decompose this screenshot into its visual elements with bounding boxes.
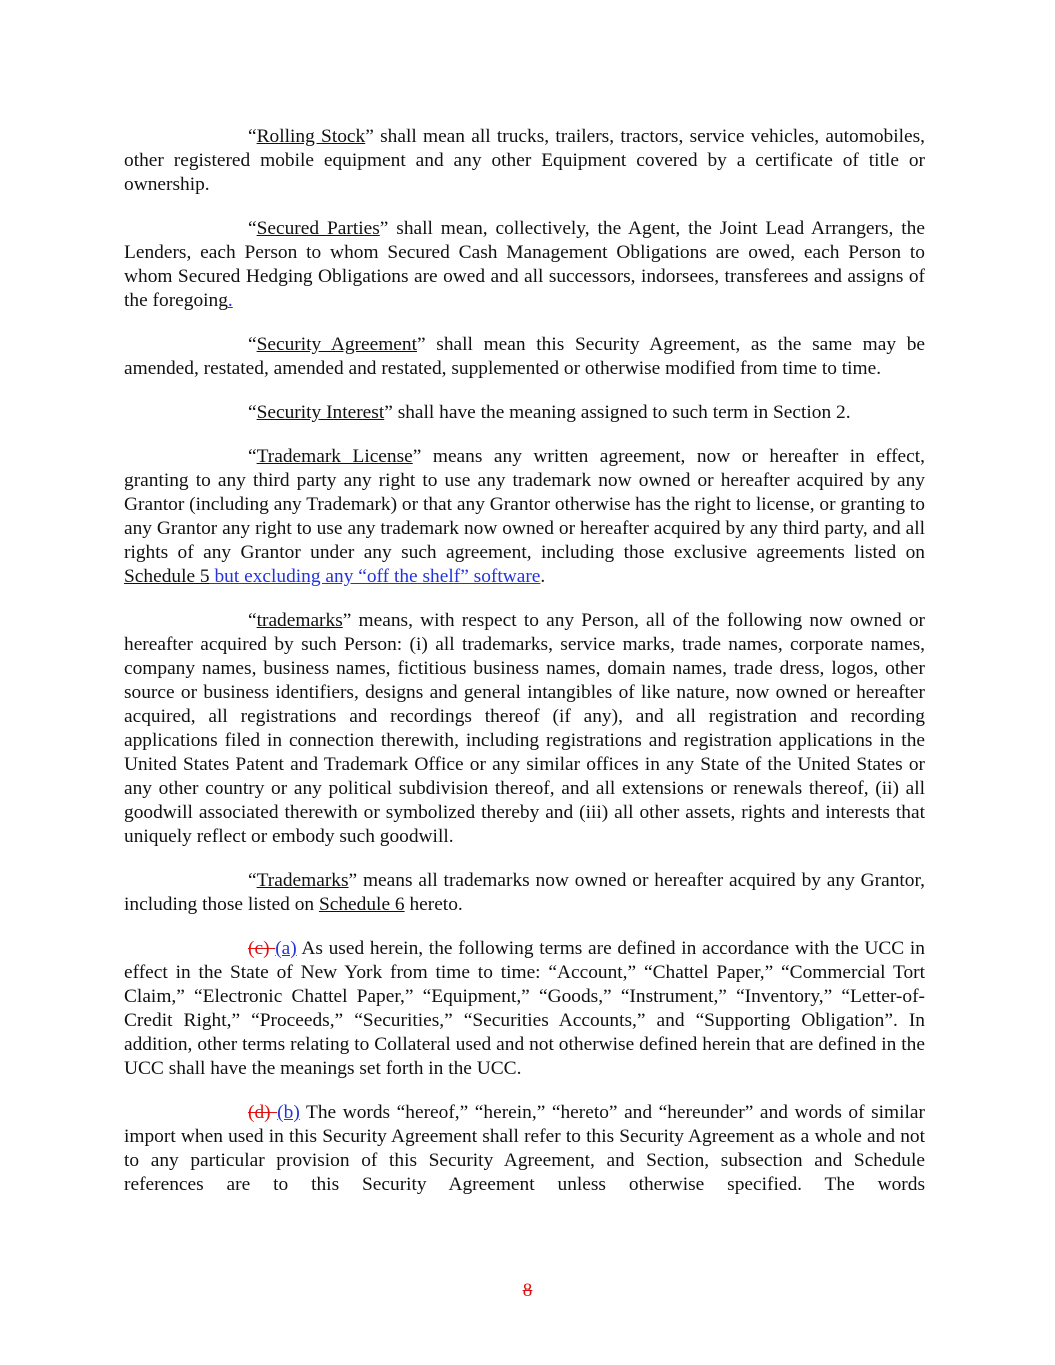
text-run: ” means, with respect to any Person, all of the following now owned or hereafter acquired by such Person: (i) all trademarks, service marks, trade names, corporate names, company names, business names, fictitious business names, domain names, trade dress, logos, other source or business identifiers, designs and general intangibles of like nature, now owned or hereafter acquired, all registrations and recordings thereof (if any), and all registration and recording applications filed in connection therewith, including registrations and registration applications in the United States Patent and Trademark Office or any similar offices in any State of the United States or any other country or any political subdivision thereof, and all extensions or renewals thereof, (ii) all goodwill associated therewith or symbolized thereby and (iii) all other assets, rights and interests that uniquely reflect or embody such goodwill. <box>124 610 925 847</box>
paragraph <box>124 1101 925 1197</box>
text-run: “ <box>248 870 257 891</box>
defined-term: Security Agreement <box>256 334 417 355</box>
paragraph <box>124 609 925 849</box>
paragraph <box>124 445 925 589</box>
paragraph <box>124 125 925 197</box>
text-run: The words “hereof,” “herein,” “hereto” and “hereunder” and words of similar import when used in this Security Agreement shall refer to this Security Agreement as a whole and not to any particular provision of this Security Agreement, and Section, subsection and Schedule references are to this Security Agreement unless otherwise specified. The words <box>124 1102 925 1195</box>
defined-term: Trademarks <box>256 870 349 891</box>
paragraph <box>124 333 925 381</box>
deleted-text: (d) <box>248 1102 278 1123</box>
text-run: ” means any written agreement, now or hereafter in effect, granting to any third party any right to use any trademark now owned or hereafter acquired by any Grantor (including any Trademark) or that any Grantor otherwise has the right to license, or granting to any Grantor any right to use any trademark now owned or hereafter acquired by any third party, and all rights of any Grantor under any such agreement, including those exclusive agreements listed on <box>124 446 925 563</box>
inserted-text: . <box>227 290 233 311</box>
text-run: “ <box>248 402 257 423</box>
text-run: “ <box>248 126 257 147</box>
defined-term: Schedule 6 <box>318 894 405 915</box>
paragraph <box>124 869 925 917</box>
text-run: . <box>540 566 546 587</box>
text-run: As used herein, the following terms are defined in accordance with the UCC in effect in the State of New York from time to time: “Account,” “Chattel Paper,” “Commercial Tort Claim,” “Electronic Chattel Paper,” “Equipment,” “Goods,” “Instrument,” “Inventory,” “Letter-of-Credit Right,” “Proceeds,” “Securities,” “Securities Accounts,” and “Supporting Obligation”. In addition, other terms relating to Collateral used and not otherwise defined herein that are defined in the UCC shall have the meanings set forth in the UCC. <box>124 938 925 1079</box>
defined-term: Trademark License <box>256 446 413 467</box>
text-run: “ <box>248 610 257 631</box>
defined-term: Rolling Stock <box>256 126 366 147</box>
inserted-text: (b) <box>277 1102 300 1123</box>
text-run: ” shall have the meaning assigned to such term in Section 2. <box>384 402 851 423</box>
defined-term: Security Interest <box>256 402 385 423</box>
page-number <box>0 1280 1055 1302</box>
document-page <box>124 125 925 1217</box>
inserted-text: but excluding any “off the shelf” software <box>209 566 541 587</box>
text-run: hereto. <box>404 894 463 915</box>
text-run: “ <box>248 334 257 355</box>
defined-term: trademarks <box>256 610 343 631</box>
page-number-text: 8 <box>522 1280 533 1301</box>
inserted-text: (a) <box>275 938 297 959</box>
paragraph <box>124 937 925 1081</box>
text-run: “ <box>248 446 257 467</box>
text-run: ” shall mean this Security Agreement, as the same may be amended, restated, amended and restated, supplemented or otherwise modified from time to time. <box>124 334 926 379</box>
deleted-text: (c) <box>248 938 276 959</box>
text-run: ” shall mean, collectively, the Agent, the Joint Lead Arrangers, the Lenders, each Person to whom Secured Cash Management Obligations are owed, each Person to whom Secured Hedging Obligations are owed and all successors, indorsees, transferees and assigns of the foregoing <box>124 218 925 311</box>
paragraph <box>124 401 925 425</box>
defined-term: Secured Parties <box>256 218 380 239</box>
paragraph <box>124 217 925 313</box>
defined-term: Schedule 5 <box>124 566 210 587</box>
text-run: ” means all trademarks now owned or hereafter acquired by any Grantor, including those listed on <box>124 870 925 915</box>
text-run: “ <box>248 218 257 239</box>
text-run: ” shall mean all trucks, trailers, tractors, service vehicles, automobiles, other registered mobile equipment and any other Equipment covered by a certificate of title or ownership. <box>124 126 926 195</box>
